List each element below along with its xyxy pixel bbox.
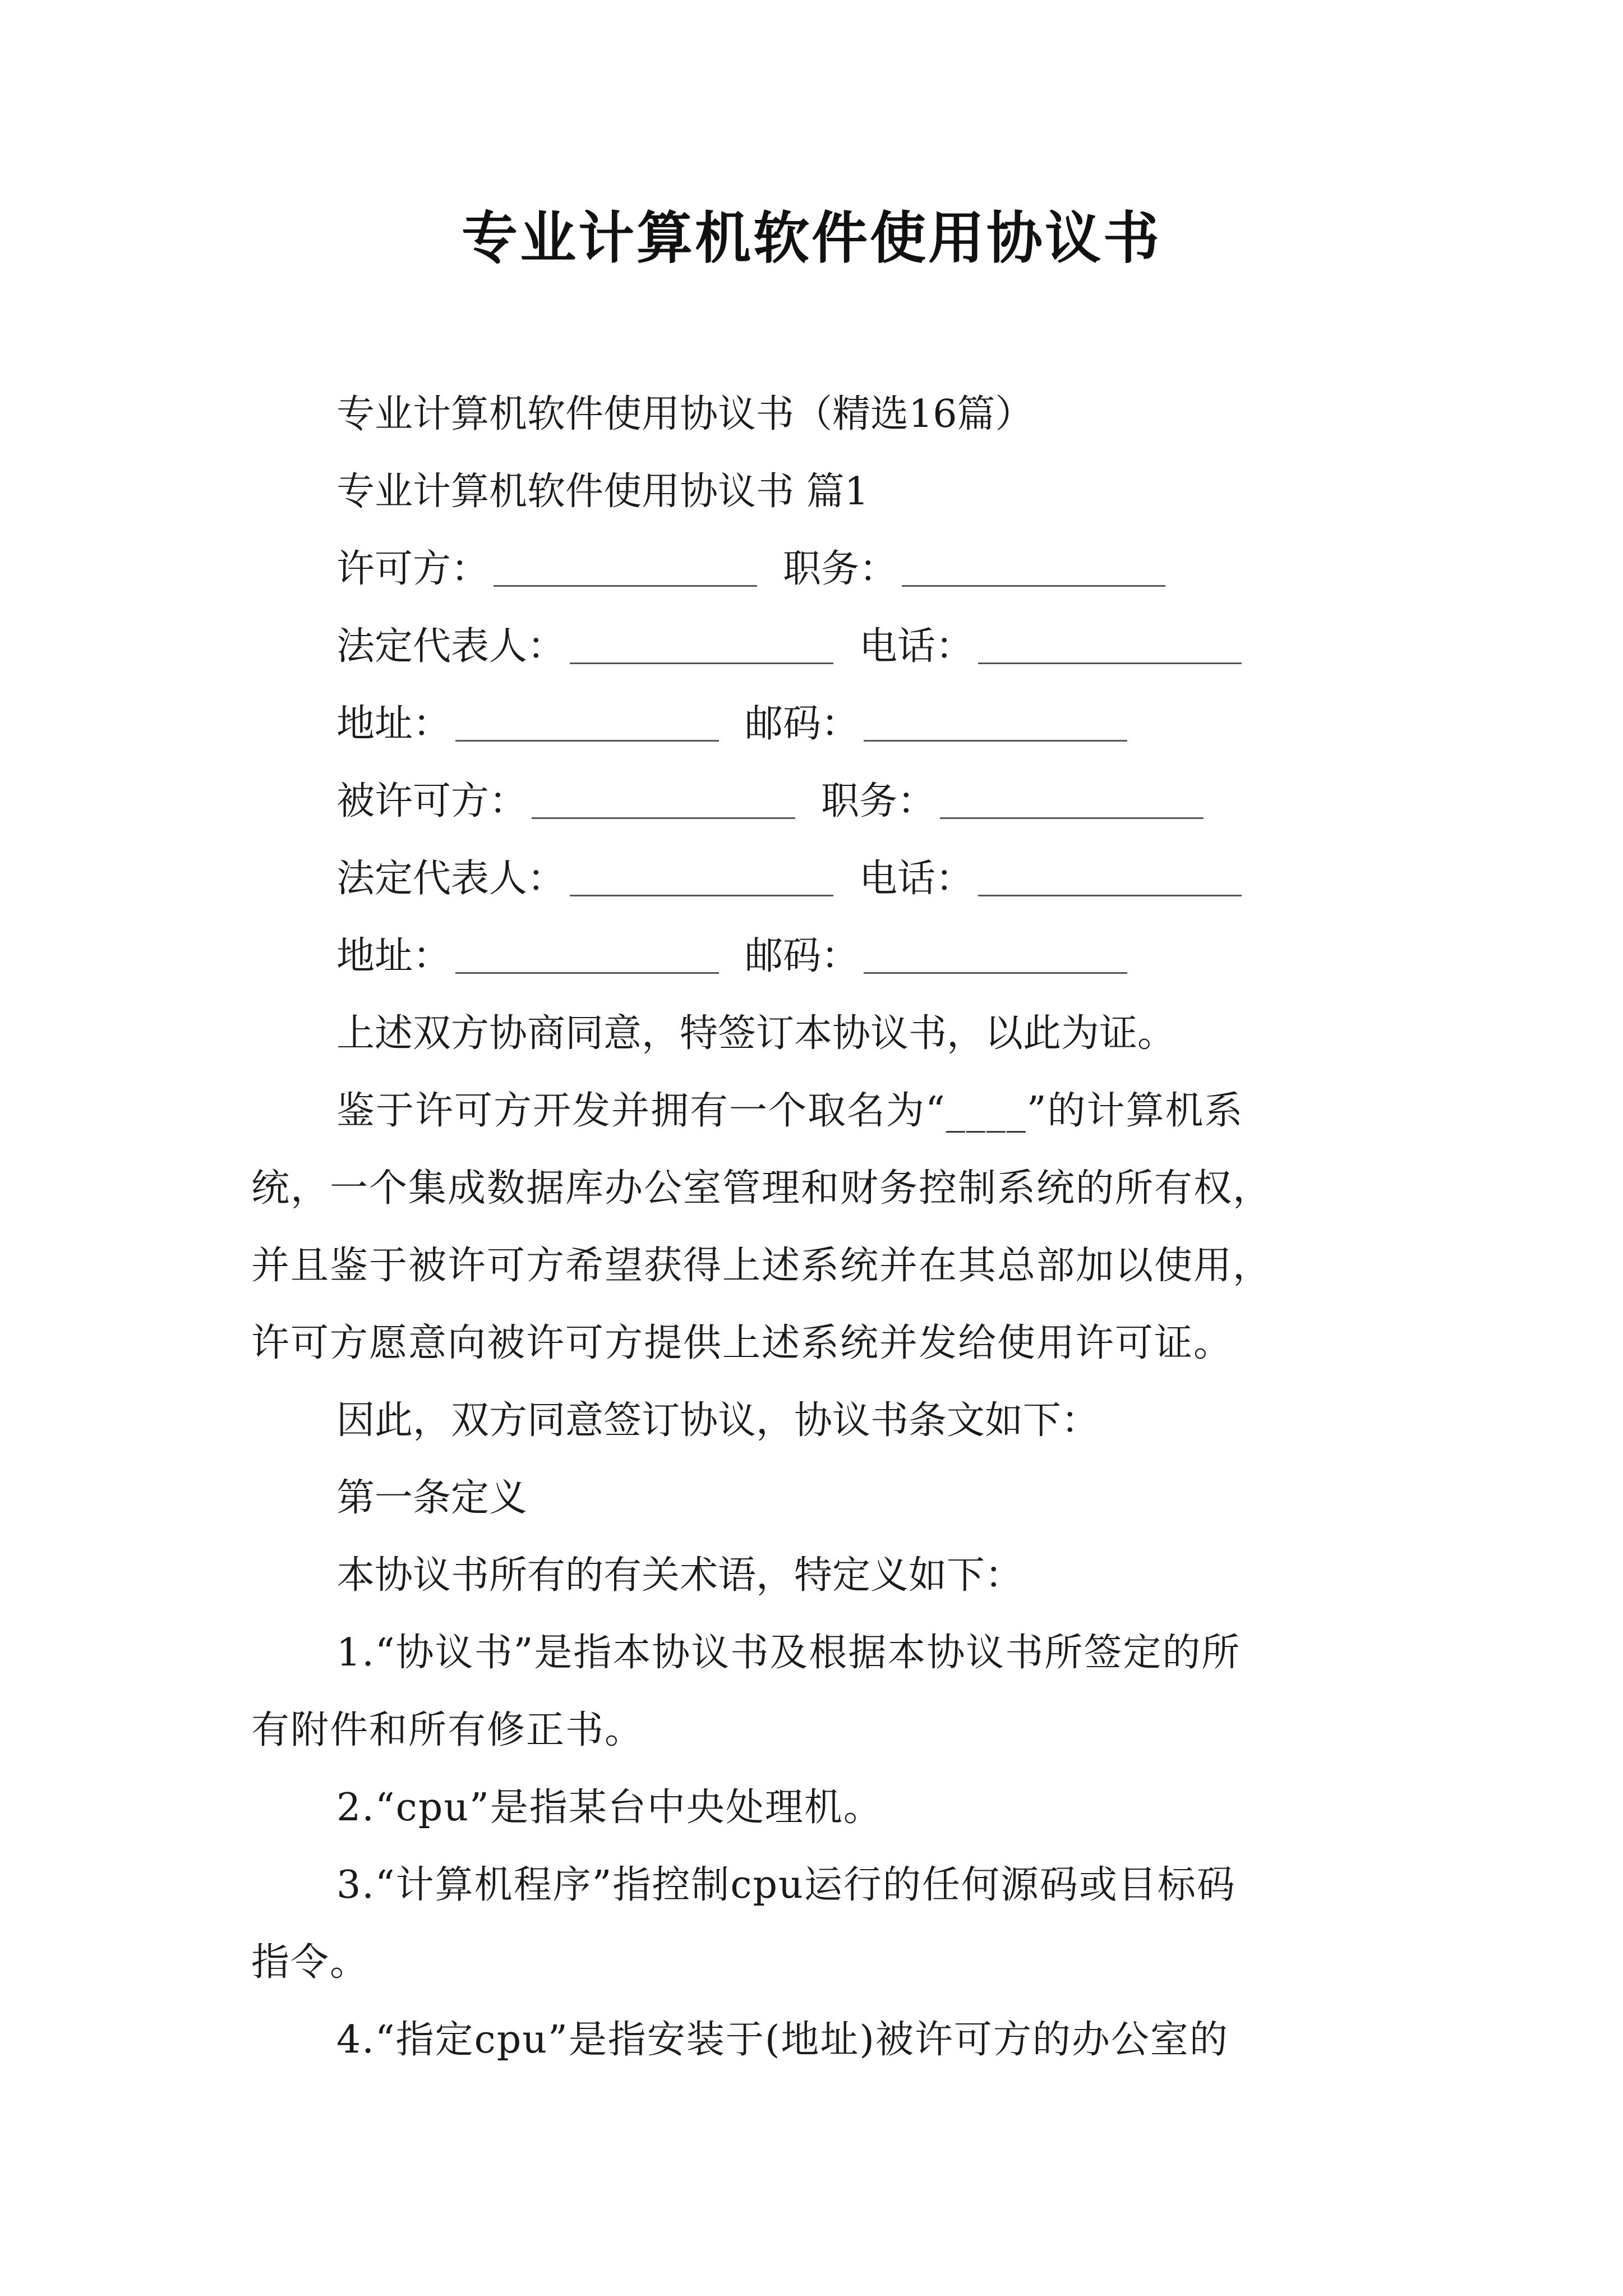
paragraph-line: 3.“计算机程序”指控制cpu运行的任何源码或目标码 [336, 1863, 1236, 1907]
field-label: 电话： [859, 624, 974, 669]
blank-field[interactable] [494, 553, 757, 587]
definition-2: 2.“cpu”是指某台中央处理机。 [336, 1786, 883, 1830]
section-heading: 专业计算机软件使用协议书 篇1 [336, 470, 869, 514]
article-heading: 第一条定义 [336, 1476, 528, 1520]
blank-field[interactable] [978, 630, 1242, 664]
blank-field[interactable] [864, 707, 1127, 742]
paragraph-line: 统，一个集成数据库办公室管理和财务控制系统的所有权， [251, 1166, 1272, 1211]
definition-4: 4.“指定cpu”是指安装于(地址)被许可方的办公室的 [336, 2018, 1229, 2062]
document-title: 专业计算机软件使用协议书 [462, 205, 1161, 271]
blank-field[interactable] [902, 553, 1165, 587]
paragraph-line: 许可方愿意向被许可方提供上述系统并发给使用许可证。 [251, 1321, 1233, 1365]
field-label: 地址： [336, 934, 451, 978]
blank-field[interactable] [455, 940, 719, 974]
blank-field[interactable] [570, 630, 833, 664]
field-row-licensee-address [251, 918, 1407, 995]
document-body [251, 376, 1407, 2079]
definition-1 [251, 1614, 1407, 1769]
definitions-intro: 本协议书所有的有关术语，特定义如下： [336, 1553, 1023, 1598]
paragraph-line: 1.“协议书”是指本协议书及根据本协议书所签定的所 [336, 1631, 1241, 1675]
blank-field[interactable] [864, 940, 1127, 974]
paragraph-line: 并且鉴于被许可方希望获得上述系统并在其总部加以使用， [251, 1244, 1272, 1288]
field-label: 地址： [336, 702, 451, 746]
blank-field[interactable] [570, 862, 833, 896]
paragraph-line: 有附件和所有修正书。 [251, 1708, 644, 1752]
field-row-licensor-address [251, 685, 1407, 763]
therefore-paragraph: 因此，双方同意签订协议，协议书条文如下： [336, 1398, 1100, 1443]
document-subtitle: 专业计算机软件使用协议书（精选16篇） [336, 392, 1034, 436]
field-row-licensor-rep [251, 608, 1407, 685]
blank-field[interactable] [940, 785, 1204, 819]
blank-field[interactable] [532, 785, 795, 819]
whereas-paragraph [251, 1073, 1407, 1382]
agree-paragraph: 上述双方协商同意，特签订本协议书，以此为证。 [336, 1011, 1176, 1056]
field-label: 职务： [821, 779, 936, 823]
field-label: 邮码： [745, 702, 860, 746]
field-row-licensor [251, 531, 1407, 608]
paragraph-line: 指令。 [251, 1940, 370, 1985]
paragraph-line: 鉴于许可方开发并拥有一个取名为“____”的计算机系 [336, 1089, 1244, 1133]
blank-field[interactable] [978, 862, 1242, 896]
field-label: 电话： [859, 857, 974, 901]
field-label: 许可方： [336, 547, 490, 591]
field-label: 职务： [783, 547, 898, 591]
field-row-licensee [251, 763, 1407, 840]
field-label: 法定代表人： [336, 624, 566, 669]
field-row-licensee-rep [251, 840, 1407, 918]
field-label: 法定代表人： [336, 857, 566, 901]
blank-field[interactable] [455, 707, 719, 742]
definition-3 [251, 1847, 1407, 2001]
field-label: 邮码： [745, 934, 860, 978]
field-label: 被许可方： [336, 779, 528, 823]
